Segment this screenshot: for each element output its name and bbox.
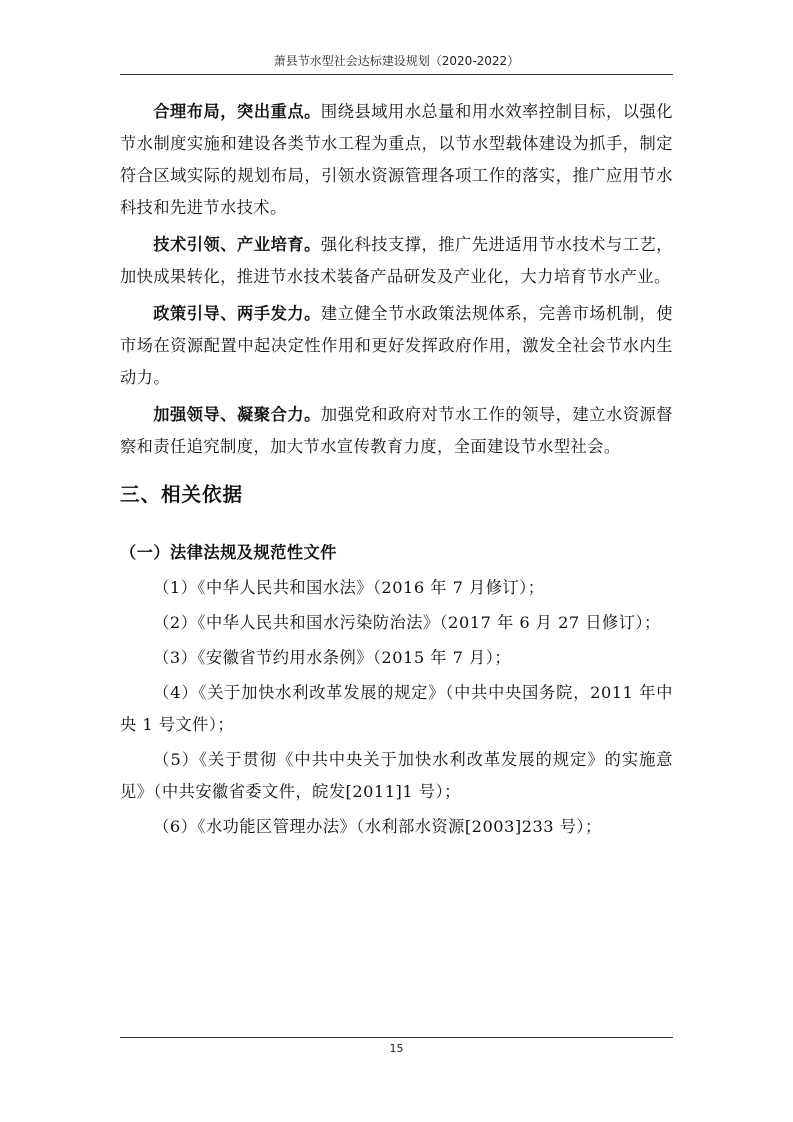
- running-header: 萧县节水型社会达标建设规划（2020-2022）: [273, 54, 520, 68]
- reference-item: （4）《关于加快水利改革发展的规定》（中共中央国务院，2011 年中央 1 号文件）；: [120, 683, 673, 734]
- principle-lead: 合理布局，突出重点。: [153, 102, 321, 121]
- principle-paragraph: [120, 96, 673, 224]
- principle-text: 强化科技支撑，推广先进适用节水技术与工艺，加快成果转化，推进节水技术装备产品研发及产业化，大力培育节水产业。: [120, 235, 673, 286]
- principle-text: 建立健全节水政策法规体系，完善市场机制，使市场在资源配置中起决定性作用和更好发挥政府作用，激发全社会节水内生动力。: [120, 304, 673, 387]
- reference-item: （6）《水功能区管理办法》（水利部水资源[2003]233 号）；: [153, 817, 602, 836]
- principle-paragraph: [120, 229, 673, 293]
- principle-text: 围绕县域用水总量和用水效率控制目标，以强化节水制度实施和建设各类节水工程为重点，以节水型载体建设为抓手，制定符合区域实际的规划布局，引领水资源管理各项工作的落实，推广应用节水科技和先进节水技术。: [120, 102, 673, 217]
- page-number: 15: [389, 1042, 404, 1055]
- principle-paragraph: [120, 399, 673, 463]
- footer-divider: [120, 1037, 673, 1038]
- reference-item: （5）《关于贯彻《中共中央关于加快水利改革发展的规定》的实施意见》（中共安徽省委文件，皖发[2011]1 号）；: [120, 750, 673, 801]
- reference-item: （1）《中华人民共和国水法》（2016 年 7 月修订）；: [153, 578, 545, 597]
- reference-item: （2）《中华人民共和国水污染防治法》（2017 年 6 月 27 日修订）；: [153, 613, 661, 632]
- page-content: [120, 96, 673, 846]
- reference-item: （3）《安徽省节约用水条例》（2015 年 7 月）；: [153, 648, 512, 667]
- header-divider: [120, 74, 673, 75]
- principle-lead: 加强领导、凝聚合力。: [153, 405, 321, 424]
- section-heading: 三、相关依据: [120, 483, 244, 506]
- principle-paragraph: [120, 298, 673, 394]
- principle-lead: 政策引导、两手发力。: [153, 304, 321, 323]
- principle-text: 加强党和政府对节水工作的领导，建立水资源督察和责任追究制度，加大节水宣传教育力度，全面建设节水型社会。: [120, 405, 673, 456]
- subsection-heading: （一）法律法规及规范性文件: [120, 543, 337, 562]
- principle-lead: 技术引领、产业培育。: [153, 235, 321, 254]
